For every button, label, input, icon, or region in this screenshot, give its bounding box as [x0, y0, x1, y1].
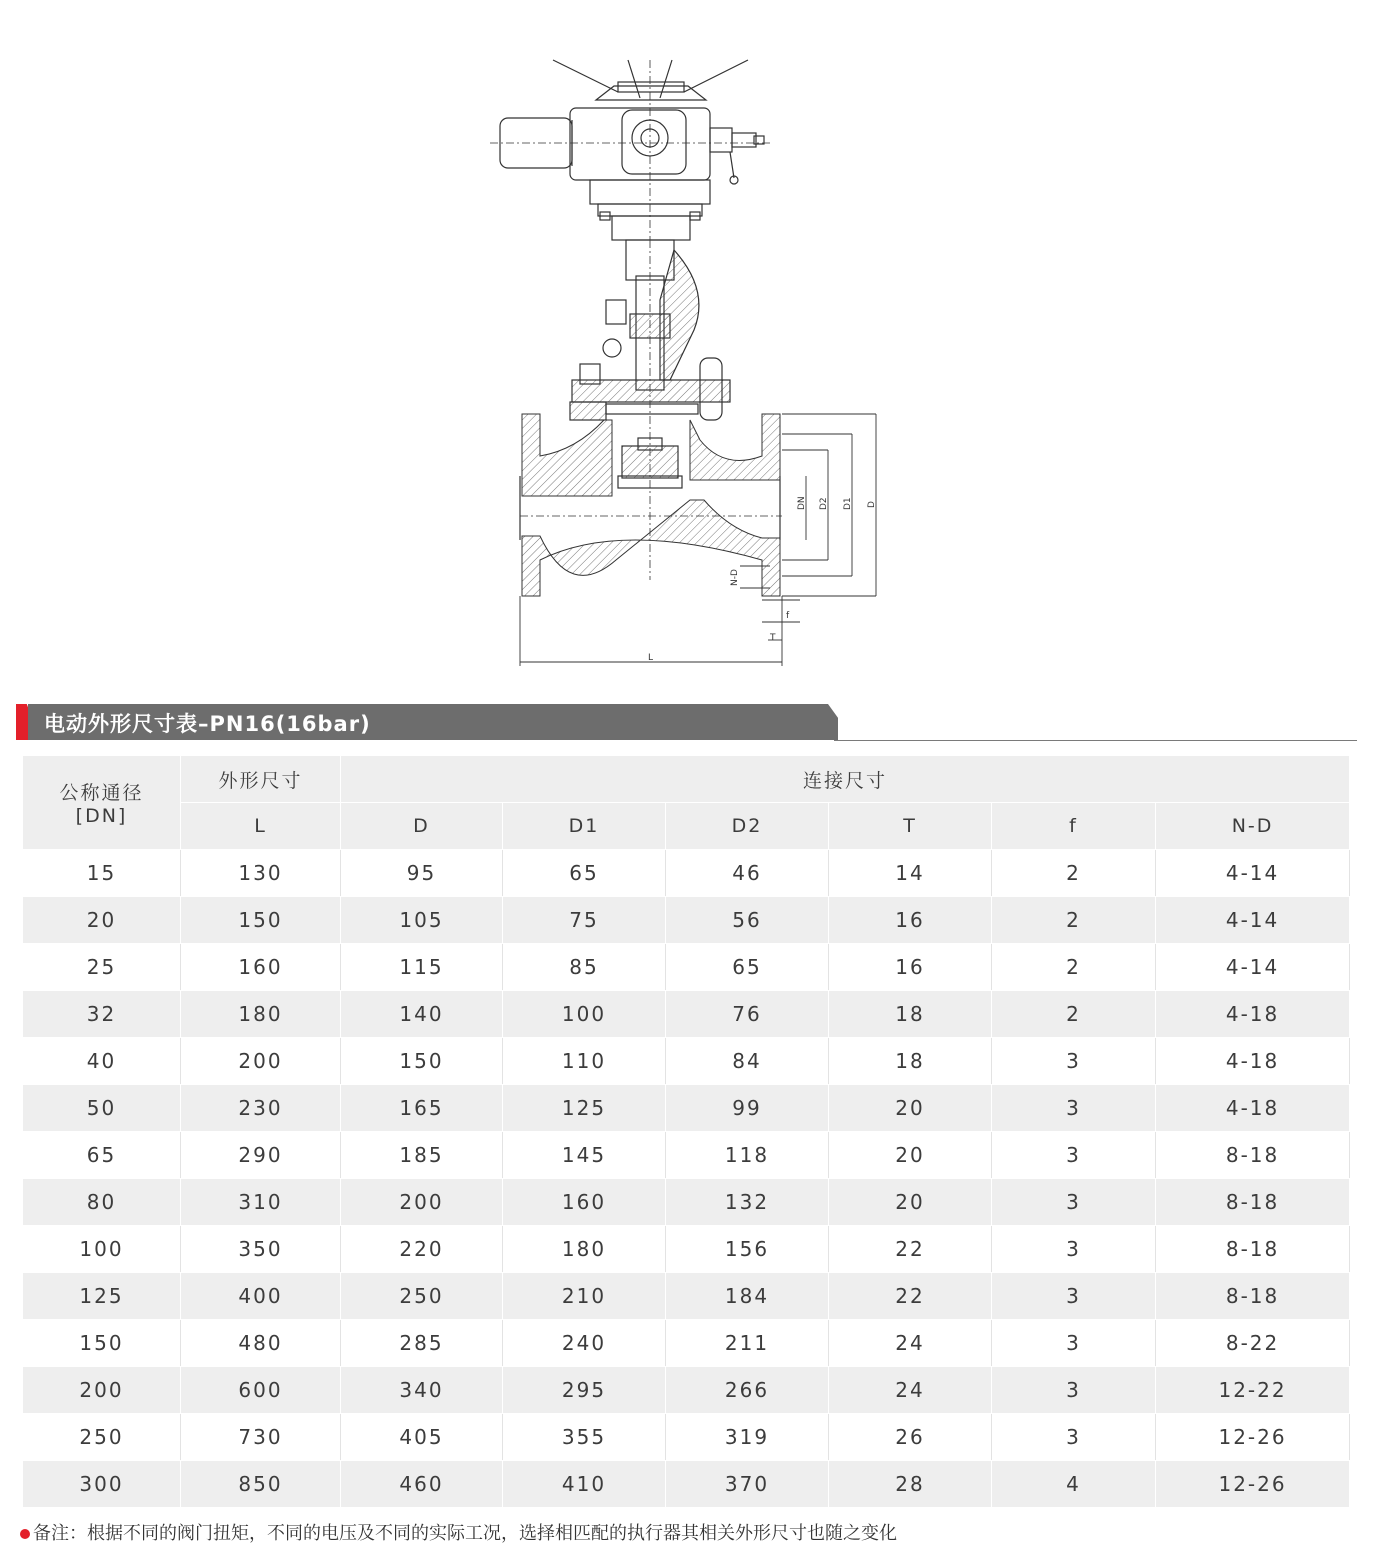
- table-cell: 22: [829, 1226, 992, 1273]
- table-cell: 84: [666, 1038, 829, 1085]
- table-cell: 130: [181, 850, 341, 897]
- table-cell: 16: [829, 897, 992, 944]
- table-cell: 20: [829, 1132, 992, 1179]
- valve-body: [520, 414, 782, 596]
- table-cell: 400: [181, 1273, 341, 1320]
- table-cell: 40: [23, 1038, 181, 1085]
- table-row: [23, 1085, 1350, 1132]
- table-cell: 160: [181, 944, 341, 991]
- header-dn-label: 公称通径: [59, 782, 144, 804]
- table-cell: 28: [829, 1461, 992, 1508]
- label-d: D: [867, 501, 877, 508]
- table-cell: 2: [992, 897, 1156, 944]
- table-cell: 25: [23, 944, 181, 991]
- table-cell: 730: [181, 1414, 341, 1461]
- table-cell: 125: [503, 1085, 666, 1132]
- table-cell: 32: [23, 991, 181, 1038]
- table-cell: 3: [992, 1038, 1156, 1085]
- table-cell: 240: [503, 1320, 666, 1367]
- header-connect: 连接尺寸: [341, 756, 1350, 803]
- table-cell: 65: [666, 944, 829, 991]
- table-cell: 220: [341, 1226, 503, 1273]
- table-cell: 370: [666, 1461, 829, 1508]
- table-cell: 24: [829, 1320, 992, 1367]
- table-cell: 165: [341, 1085, 503, 1132]
- table-cell: 3: [992, 1226, 1156, 1273]
- table-cell: 266: [666, 1367, 829, 1414]
- table-row: [23, 1179, 1350, 1226]
- table-cell: 105: [341, 897, 503, 944]
- table-cell: 2: [992, 991, 1156, 1038]
- table-cell: 340: [341, 1367, 503, 1414]
- table-cell: 150: [341, 1038, 503, 1085]
- table-cell: 8-18: [1156, 1179, 1350, 1226]
- table-cell: 12-26: [1156, 1414, 1350, 1461]
- table-cell: 22: [829, 1273, 992, 1320]
- table-cell: 200: [23, 1367, 181, 1414]
- bullet-icon: [20, 1529, 30, 1539]
- table-cell: 3: [992, 1414, 1156, 1461]
- table-cell: 14: [829, 850, 992, 897]
- table-cell: 285: [341, 1320, 503, 1367]
- table-cell: 85: [503, 944, 666, 991]
- table-cell: 132: [666, 1179, 829, 1226]
- table-cell: 2: [992, 850, 1156, 897]
- table-cell: 230: [181, 1085, 341, 1132]
- label-dn: DN: [797, 496, 807, 510]
- table-cell: 18: [829, 1038, 992, 1085]
- table-cell: 600: [181, 1367, 341, 1414]
- table-cell: 4-14: [1156, 944, 1350, 991]
- table-cell: 20: [829, 1085, 992, 1132]
- header-col-d: D: [341, 803, 503, 850]
- header-outline: 外形尺寸: [181, 756, 341, 803]
- table-cell: 8-22: [1156, 1320, 1350, 1367]
- table-cell: 350: [181, 1226, 341, 1273]
- table-cell: 125: [23, 1273, 181, 1320]
- table-cell: 4: [992, 1461, 1156, 1508]
- table-cell: 480: [181, 1320, 341, 1367]
- table-row: [23, 897, 1350, 944]
- label-d1: D1: [843, 497, 853, 510]
- footnote: [20, 1519, 897, 1545]
- table-cell: 295: [503, 1367, 666, 1414]
- table-cell: 210: [503, 1273, 666, 1320]
- table-cell: 4-14: [1156, 850, 1350, 897]
- table-cell: 180: [503, 1226, 666, 1273]
- table-cell: 95: [341, 850, 503, 897]
- table-cell: 200: [341, 1179, 503, 1226]
- table-cell: 50: [23, 1085, 181, 1132]
- header-col-f: f: [992, 803, 1156, 850]
- table-cell: 3: [992, 1320, 1156, 1367]
- table-cell: 460: [341, 1461, 503, 1508]
- table-cell: 156: [666, 1226, 829, 1273]
- table-cell: 310: [181, 1179, 341, 1226]
- section-title: 电动外形尺寸表–PN16(16bar): [44, 712, 371, 736]
- header-col-d2: D2: [666, 803, 829, 850]
- handwheel: [553, 60, 748, 100]
- table-cell: 3: [992, 1273, 1156, 1320]
- header-dn-unit: [DN]: [75, 805, 128, 827]
- table-cell: 184: [666, 1273, 829, 1320]
- label-nd: N-D: [730, 569, 740, 586]
- table-cell: 850: [181, 1461, 341, 1508]
- header-dn: [23, 756, 181, 850]
- table-row: [23, 850, 1350, 897]
- table-cell: 4-14: [1156, 897, 1350, 944]
- table-cell: 24: [829, 1367, 992, 1414]
- table-cell: 16: [829, 944, 992, 991]
- header-col-l: L: [181, 803, 341, 850]
- table-cell: 211: [666, 1320, 829, 1367]
- table-cell: 200: [181, 1038, 341, 1085]
- table-cell: 410: [503, 1461, 666, 1508]
- table-cell: 2: [992, 944, 1156, 991]
- table-cell: 3: [992, 1367, 1156, 1414]
- table-cell: 290: [181, 1132, 341, 1179]
- label-t: T: [770, 633, 776, 643]
- table-cell: 405: [341, 1414, 503, 1461]
- table-cell: 3: [992, 1132, 1156, 1179]
- table-cell: 80: [23, 1179, 181, 1226]
- table-cell: 250: [23, 1414, 181, 1461]
- table-cell: 99: [666, 1085, 829, 1132]
- table-cell: 4-18: [1156, 1085, 1350, 1132]
- section-banner: [14, 704, 1357, 744]
- table-cell: 4-18: [1156, 1038, 1350, 1085]
- table-cell: 110: [503, 1038, 666, 1085]
- table-cell: 8-18: [1156, 1226, 1350, 1273]
- actuator: [490, 60, 770, 240]
- header-col-t: T: [829, 803, 992, 850]
- table-row: [23, 991, 1350, 1038]
- table-cell: 145: [503, 1132, 666, 1179]
- table-cell: 15: [23, 850, 181, 897]
- table-cell: 75: [503, 897, 666, 944]
- table-cell: 18: [829, 991, 992, 1038]
- label-l: L: [648, 653, 654, 663]
- banner-rule: [834, 740, 1357, 741]
- table-row: [23, 1132, 1350, 1179]
- table-cell: 12-22: [1156, 1367, 1350, 1414]
- table-row: [23, 1414, 1350, 1461]
- label-f: f: [786, 611, 790, 621]
- table-cell: 65: [503, 850, 666, 897]
- table-cell: 100: [503, 991, 666, 1038]
- table-cell: 160: [503, 1179, 666, 1226]
- dimension-table: [22, 755, 1350, 1508]
- table-row: [23, 1273, 1350, 1320]
- table-cell: 118: [666, 1132, 829, 1179]
- table-cell: 20: [23, 897, 181, 944]
- table-row: [23, 1461, 1350, 1508]
- table-cell: 76: [666, 991, 829, 1038]
- table-cell: 26: [829, 1414, 992, 1461]
- header-col-d1: D1: [503, 803, 666, 850]
- table-row: [23, 944, 1350, 991]
- table-cell: 20: [829, 1179, 992, 1226]
- table-cell: 8-18: [1156, 1132, 1350, 1179]
- table-cell: 180: [181, 991, 341, 1038]
- table-row: [23, 1320, 1350, 1367]
- table-cell: 100: [23, 1226, 181, 1273]
- table-cell: 250: [341, 1273, 503, 1320]
- table-row: [23, 1367, 1350, 1414]
- table-body: [23, 850, 1350, 1508]
- table-cell: 12-26: [1156, 1461, 1350, 1508]
- table-cell: 65: [23, 1132, 181, 1179]
- table-cell: 8-18: [1156, 1273, 1350, 1320]
- table-cell: 150: [23, 1320, 181, 1367]
- table-cell: 46: [666, 850, 829, 897]
- label-d2: D2: [819, 497, 829, 510]
- table-cell: 3: [992, 1085, 1156, 1132]
- table-row: [23, 1226, 1350, 1273]
- table-cell: 140: [341, 991, 503, 1038]
- table-cell: 300: [23, 1461, 181, 1508]
- table-row: [23, 1038, 1350, 1085]
- table-cell: 355: [503, 1414, 666, 1461]
- table-cell: 56: [666, 897, 829, 944]
- table-cell: 319: [666, 1414, 829, 1461]
- table-cell: 3: [992, 1179, 1156, 1226]
- table-cell: 115: [341, 944, 503, 991]
- valve-drawing: [0, 0, 1390, 700]
- table-cell: 150: [181, 897, 341, 944]
- footnote-text: 备注：根据不同的阀门扭矩，不同的电压及不同的实际工况，选择相匹配的执行器其相关外形尺寸也随之变化: [33, 1523, 897, 1544]
- header-col-nd: N-D: [1156, 803, 1350, 850]
- table-cell: 4-18: [1156, 991, 1350, 1038]
- table-cell: 185: [341, 1132, 503, 1179]
